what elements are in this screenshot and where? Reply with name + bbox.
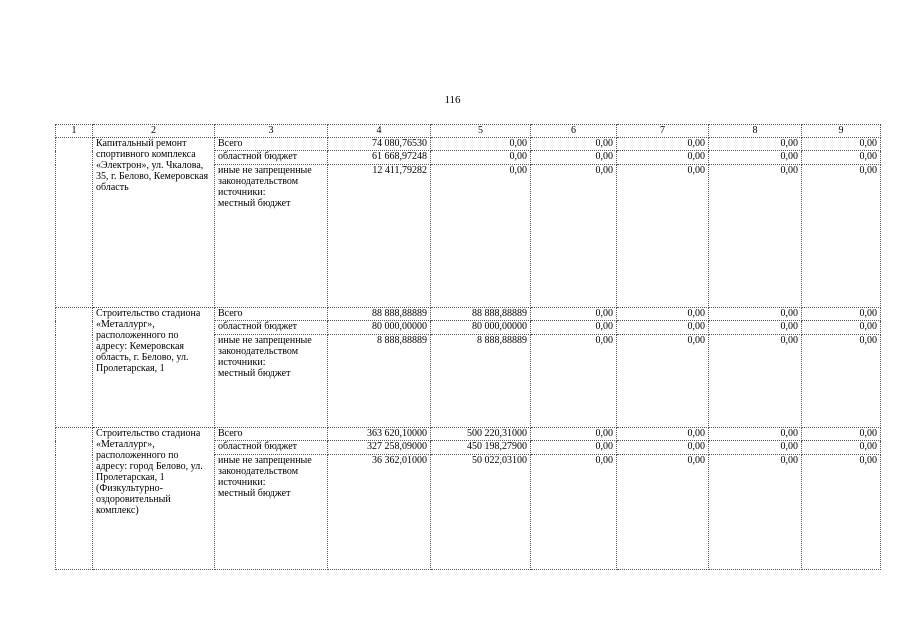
value-cell: 0,00	[802, 321, 881, 335]
source-cell: Всего	[215, 138, 328, 151]
value-cell: 8 888,88889	[328, 335, 431, 428]
value-cell: 88 888,88889	[328, 308, 431, 321]
value-cell: 0,00	[531, 321, 617, 335]
value-cell: 0,00	[709, 335, 802, 428]
value-cell: 0,00	[617, 428, 709, 441]
value-cell: 0,00	[617, 165, 709, 308]
value-cell: 0,00	[617, 441, 709, 455]
value-cell: 88 888,88889	[431, 308, 531, 321]
value-cell: 80 000,00000	[328, 321, 431, 335]
value-cell: 0,00	[709, 165, 802, 308]
value-cell: 0,00	[531, 138, 617, 151]
value-cell: 0,00	[431, 138, 531, 151]
value-cell: 36 362,01000	[328, 455, 431, 570]
source-cell: областной бюджет	[215, 441, 328, 455]
value-cell: 12 411,79282	[328, 165, 431, 308]
value-cell: 0,00	[531, 441, 617, 455]
header-cell: 4	[328, 125, 431, 138]
source-cell: иные не запрещенные законодательством источники: местный бюджет	[215, 455, 328, 570]
value-cell: 0,00	[709, 308, 802, 321]
value-cell: 500 220,31000	[431, 428, 531, 441]
value-cell: 0,00	[531, 308, 617, 321]
value-cell: 0,00	[531, 165, 617, 308]
value-cell: 50 022,03100	[431, 455, 531, 570]
budget-table	[55, 124, 881, 570]
row-number-cell	[56, 428, 93, 570]
value-cell: 0,00	[802, 455, 881, 570]
value-cell: 0,00	[709, 151, 802, 165]
value-cell: 450 198,27900	[431, 441, 531, 455]
table-row	[56, 428, 881, 441]
source-cell: областной бюджет	[215, 321, 328, 335]
value-cell: 327 258,09000	[328, 441, 431, 455]
value-cell: 0,00	[802, 335, 881, 428]
header-cell: 8	[709, 125, 802, 138]
value-cell: 0,00	[617, 455, 709, 570]
value-cell: 61 668,97248	[328, 151, 431, 165]
value-cell: 80 000,00000	[431, 321, 531, 335]
row-number-cell	[56, 308, 93, 428]
source-cell: Всего	[215, 308, 328, 321]
source-cell: Всего	[215, 428, 328, 441]
source-cell: областной бюджет	[215, 151, 328, 165]
page-number: 116	[444, 94, 461, 106]
value-cell: 0,00	[531, 151, 617, 165]
header-cell: 3	[215, 125, 328, 138]
table-row	[56, 308, 881, 321]
header-row	[56, 125, 881, 138]
value-cell: 0,00	[531, 455, 617, 570]
project-name-cell: Строительство стадиона «Металлург», расположенного по адресу: Кемеровская область, г. Белово, ул. Пролетарская, 1	[93, 308, 215, 428]
header-cell: 7	[617, 125, 709, 138]
value-cell: 0,00	[802, 428, 881, 441]
value-cell: 0,00	[617, 308, 709, 321]
value-cell: 0,00	[802, 151, 881, 165]
value-cell: 0,00	[531, 428, 617, 441]
value-cell: 8 888,88889	[431, 335, 531, 428]
value-cell: 0,00	[802, 308, 881, 321]
value-cell: 363 620,10000	[328, 428, 431, 441]
value-cell: 0,00	[802, 165, 881, 308]
value-cell: 0,00	[617, 335, 709, 428]
header-cell: 9	[802, 125, 881, 138]
source-cell: иные не запрещенные законодательством источники: местный бюджет	[215, 165, 328, 308]
value-cell: 74 080,76530	[328, 138, 431, 151]
header-cell: 2	[93, 125, 215, 138]
value-cell: 0,00	[709, 321, 802, 335]
value-cell: 0,00	[617, 138, 709, 151]
header-cell: 1	[56, 125, 93, 138]
value-cell: 0,00	[802, 138, 881, 151]
project-name-cell: Строительство стадиона «Металлург», расположенного по адресу: город Белово, ул. Пролетарская, 1 (Физкультурно-оздоровительный комплекс)	[93, 428, 215, 570]
value-cell: 0,00	[802, 441, 881, 455]
value-cell: 0,00	[431, 151, 531, 165]
value-cell: 0,00	[617, 151, 709, 165]
value-cell: 0,00	[431, 165, 531, 308]
value-cell: 0,00	[709, 428, 802, 441]
header-cell: 5	[431, 125, 531, 138]
value-cell: 0,00	[709, 441, 802, 455]
table-row	[56, 138, 881, 151]
value-cell: 0,00	[709, 455, 802, 570]
source-cell: иные не запрещенные законодательством источники: местный бюджет	[215, 335, 328, 428]
project-name-cell: Капитальный ремонт спортивного комплекса «Электрон», ул. Чкалова, 35, г. Белово, Кемеровская область	[93, 138, 215, 308]
header-cell: 6	[531, 125, 617, 138]
value-cell: 0,00	[617, 321, 709, 335]
value-cell: 0,00	[709, 138, 802, 151]
row-number-cell	[56, 138, 93, 308]
value-cell: 0,00	[531, 335, 617, 428]
